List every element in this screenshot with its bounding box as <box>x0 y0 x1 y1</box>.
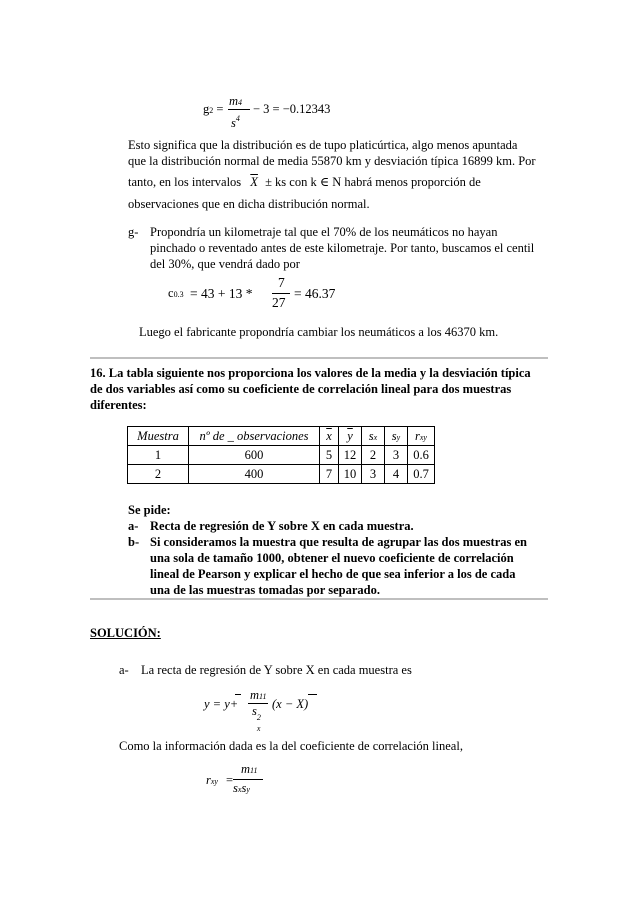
se-pide-a-text: Recta de regresión de Y sobre X en cada muestra. <box>150 519 414 533</box>
para1-var-x: $\overline{X}$ <box>250 175 258 189</box>
solucion-title: SOLUCIÓN: <box>90 626 161 640</box>
th-sx: sx <box>362 427 385 446</box>
solucion-a-text: La recta de regresión de Y sobre X en cada muestra es <box>141 663 412 677</box>
corr-formula <box>206 762 286 798</box>
regression-den-sub: x <box>256 724 261 733</box>
table-cell: 0.7 <box>408 465 435 484</box>
table-cell: 4 <box>385 465 408 484</box>
data-table <box>127 426 435 484</box>
th-muestra: Muestra <box>128 427 189 446</box>
se-pide-b-marker: b- <box>128 535 140 549</box>
item-g-marker: g- <box>128 225 139 239</box>
para1-line4: observaciones que en dicha distribución normal. <box>128 197 370 211</box>
item-g-line2: pinchado o reventado antes de este kilometraje. Por tanto, buscamos el centil <box>150 241 535 255</box>
table-cell: 10 <box>339 465 362 484</box>
table-cell: 12 <box>339 446 362 465</box>
g2-lhs-sub: 2 <box>209 106 214 115</box>
para1-line3b: ± ks con k ∈ N habrá menos proporción de <box>265 175 481 189</box>
corr-den2: s <box>241 781 247 795</box>
c-lhs: c <box>168 286 174 300</box>
conclusion: Luego el fabricante propondría cambiar los neumáticos a los 46370 km. <box>139 325 499 339</box>
table-row <box>128 446 435 465</box>
problem-line3: diferentes: <box>90 398 147 412</box>
th-rxy: rxy <box>408 427 435 446</box>
table-cell: 7 <box>320 465 339 484</box>
g2-lhs: g <box>203 102 210 116</box>
table-cell: 0.6 <box>408 446 435 465</box>
problem-line1: 16. La tabla siguiente nos proporciona los valores de la media y la desviación típica <box>90 366 531 380</box>
corr-fraction-bar <box>233 779 263 780</box>
divider-2 <box>90 598 548 600</box>
corr-num: m <box>241 762 251 776</box>
para1-line1: Esto significa que la distribución es de tupo platicúrtica, algo menos apuntada <box>128 138 518 152</box>
formula-c <box>168 275 368 311</box>
c-num: 7 <box>278 275 285 290</box>
regression-num: m <box>250 688 260 702</box>
table-cell: 1 <box>128 446 189 465</box>
g2-num: m <box>229 94 239 108</box>
para1-line3a: tanto, en los intervalos <box>128 175 242 189</box>
divider-1 <box>90 357 548 359</box>
c-result: = 46.37 <box>294 286 336 301</box>
regression-rest: (x − X) <box>272 697 309 711</box>
se-pide-b-line3: lineal de Pearson y explicar el hecho de que sea inferior a los de cada <box>150 567 516 581</box>
c-lhs-sub: 0.3 <box>173 290 184 299</box>
x-bar <box>308 694 317 695</box>
c-fraction-bar <box>272 293 290 294</box>
y-bar <box>235 694 241 695</box>
se-pide-title: Se pide: <box>128 503 171 517</box>
regression-lhs: y = y+ <box>204 697 239 711</box>
th-y: $\overline{y}$ <box>339 427 362 446</box>
c-expr: = 43 + 13 * <box>190 286 253 301</box>
table-cell: 5 <box>320 446 339 465</box>
corr-lhs-sub: xy <box>210 777 218 786</box>
c-den: 27 <box>272 295 286 310</box>
corr-lhs: r <box>206 773 211 787</box>
th-sy: sy <box>385 427 408 446</box>
g2-fraction-bar <box>228 109 250 110</box>
item-g-line1: Propondría un kilometraje tal que el 70% de los neumáticos no hayan <box>150 225 498 239</box>
table-cell: 2 <box>128 465 189 484</box>
se-pide-b-line2: una sola de tamaño 1000, obtener el nuevo coeficiente de correlación <box>150 551 514 565</box>
para1-line2: que la distribución normal de media 55870 km y desviación típica 16899 km. Por <box>128 154 536 168</box>
table-cell: 2 <box>362 446 385 465</box>
table-cell: 3 <box>362 465 385 484</box>
corr-den-sub1: x <box>237 785 242 794</box>
para1-line3 <box>128 175 481 190</box>
regression-formula <box>204 688 344 733</box>
g2-rest: − 3 = −0.12343 <box>253 102 331 116</box>
regression-num-sub: 11 <box>259 692 267 701</box>
solucion-a-marker: a- <box>119 663 129 677</box>
problem-line2: de dos variables así como su coeficiente de correlación lineal para dos muestras <box>90 382 512 396</box>
table-row <box>128 465 435 484</box>
regression-den-sup: 2 <box>256 713 261 722</box>
corr-den-sub2: y <box>246 785 250 794</box>
formula-g2: g2 = m4 $s^4$ − 3 = −0.12343 <box>203 94 331 130</box>
th-x: $\overline{x}$ <box>320 427 339 446</box>
corr-den: s <box>233 781 238 795</box>
se-pide-b-line1: Si consideramos la muestra que resulta de agrupar las dos muestras en <box>150 535 527 549</box>
g2-den: s <box>231 116 236 130</box>
th-observaciones: nº de _ observaciones <box>189 427 320 446</box>
info-text: Como la información dada es la del coeficiente de correlación lineal, <box>119 739 463 753</box>
se-pide-a-marker: a- <box>128 519 139 533</box>
g2-num-sub: 4 <box>238 98 243 107</box>
table-cell: 3 <box>385 446 408 465</box>
table-cell: 400 <box>189 465 320 484</box>
table-cell: 600 <box>189 446 320 465</box>
corr-eq: = <box>226 773 234 787</box>
g2-den-sup: 4 <box>235 114 240 123</box>
se-pide-b-line4: una de las muestras tomadas por separado. <box>150 583 380 597</box>
table-header-row <box>128 427 435 446</box>
item-g-line3: del 30%, que vendrá dado por <box>150 257 300 271</box>
regression-den: s <box>252 704 257 718</box>
corr-num-sub: 11 <box>250 766 258 775</box>
